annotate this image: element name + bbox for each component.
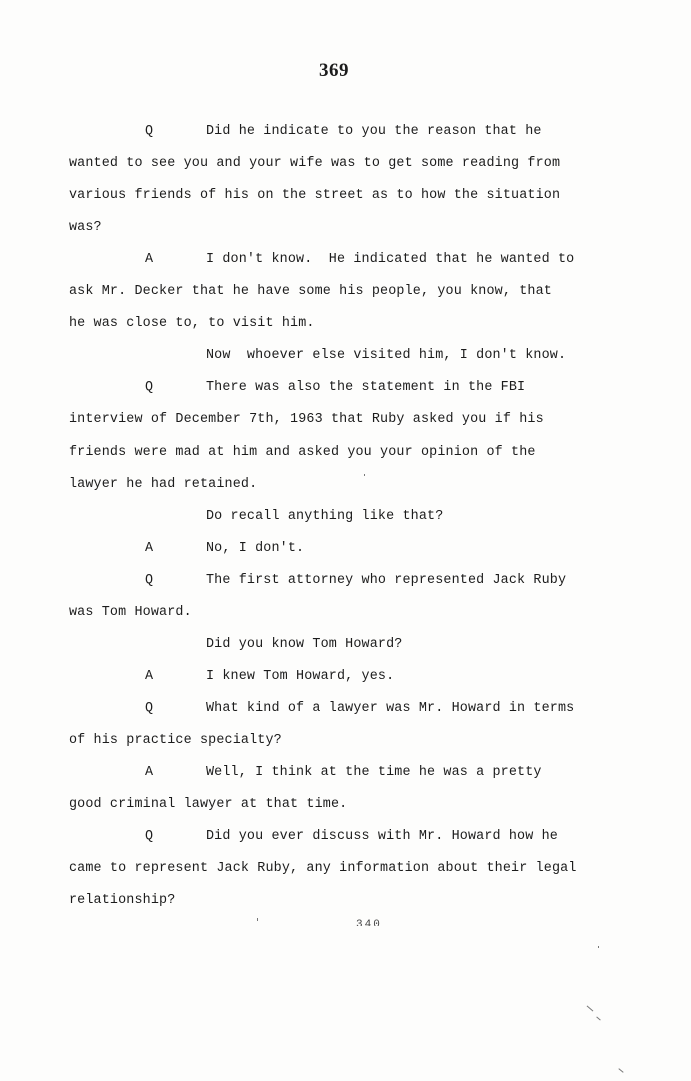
speaker-label: Q (145, 124, 154, 139)
transcript-line: various friends of his on the street as to how the situation (69, 188, 561, 204)
speaker-label: A (145, 765, 154, 780)
transcript-line: I knew Tom Howard, yes. (206, 668, 395, 684)
scan-speck (587, 1006, 594, 1012)
scan-speck (257, 918, 258, 921)
scan-speck (618, 1068, 623, 1073)
transcript-line: The first attorney who represented Jack Ruby (206, 572, 567, 588)
speaker-label: Q (145, 572, 154, 588)
transcript-line: ask Mr. Decker that he have some his people, you know, that (69, 284, 552, 300)
speaker-label: A (145, 252, 154, 268)
speaker-label: Q (145, 700, 154, 716)
transcript-line: Did he indicate to you the reason that he (206, 124, 542, 139)
transcript-line: he was close to, to visit him. (69, 316, 315, 332)
transcript-line: interview of December 7th, 1963 that Ruby asked you if his (69, 412, 544, 428)
transcript-line: Well, I think at the time he was a pretty (206, 765, 542, 780)
transcript-line: Do recall anything like that? (206, 508, 444, 524)
speaker-label: A (145, 668, 154, 684)
transcript-line: of his practice specialty? (69, 732, 282, 748)
page-number: 369 (319, 60, 349, 81)
transcript-line: friends were mad at him and asked you your opinion of the (69, 444, 536, 460)
transcript-line: relationship? (69, 893, 176, 909)
scan-speck (596, 1017, 600, 1021)
transcript-line: Did you ever discuss with Mr. Howard how he (206, 829, 558, 845)
transcript-line: came to represent Jack Ruby, any information about their legal (69, 861, 577, 877)
speaker-label: Q (145, 380, 154, 396)
speaker-label: Q (145, 829, 154, 845)
scan-speck (598, 946, 599, 948)
transcript-line: lawyer he had retained. (69, 476, 258, 492)
transcript-line: was Tom Howard. (69, 604, 192, 620)
transcript-line: was? (69, 220, 102, 236)
speaker-label: A (145, 540, 154, 556)
transcript-line: Did you know Tom Howard? (206, 636, 403, 652)
transcript-line: I don't know. He indicated that he wanted to (206, 252, 575, 268)
transcript-line: What kind of a lawyer was Mr. Howard in terms (206, 700, 575, 716)
transcript-line: Now whoever else visited him, I don't know. (206, 348, 567, 364)
transcript-line: There was also the statement in the FBI (206, 380, 526, 396)
transcript-line: No, I don't. (206, 540, 305, 556)
scan-speck (364, 474, 365, 476)
footer-page-mark: 340 (356, 919, 382, 926)
transcript-line: wanted to see you and your wife was to get some reading from (69, 156, 561, 172)
transcript-line: good criminal lawyer at that time. (69, 797, 348, 813)
